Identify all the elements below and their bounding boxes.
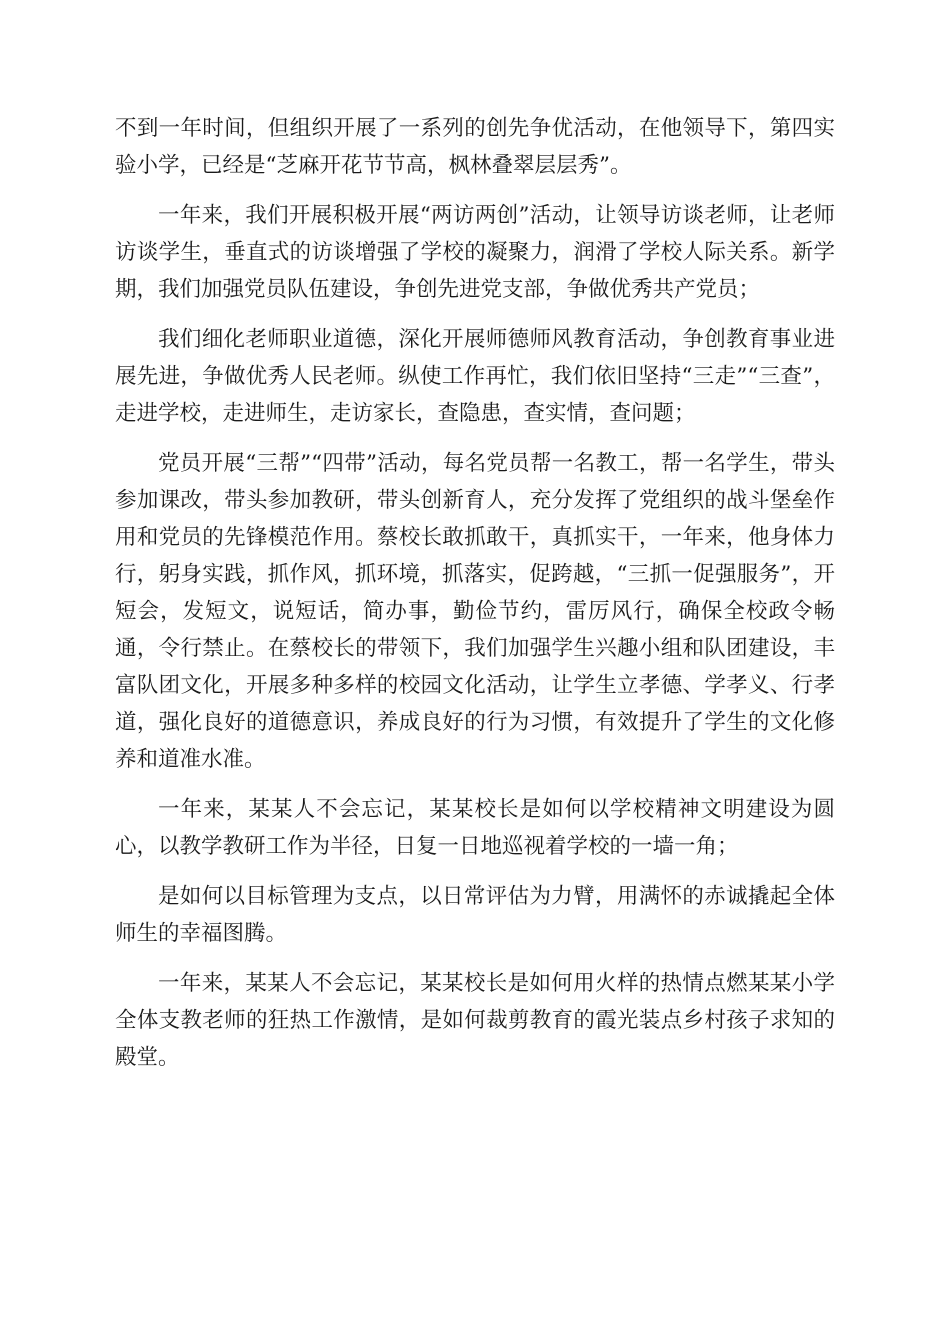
paragraph-5: 一年来，某某人不会忘记，某某校长是如何以学校精神文明建设为圆心，以教学教研工作为半径，日复一日地巡视着学校的一墙一角； [115, 797, 835, 859]
paragraph-2: 一年来，我们开展积极开展“两访两创”活动，让领导访谈老师，让老师访谈学生，垂直式的访谈增强了学校的凝聚力，润滑了学校人际关系。新学期，我们加强党员队伍建设，争创先进党支部，争做优秀共产党员； [115, 203, 835, 302]
paragraph-3: 我们细化老师职业道德，深化开展师德师风教育活动，争创教育事业进展先进，争做优秀人民老师。纵使工作再忙，我们依旧坚持“三走”“三查”，走进学校，走进师生，走访家长，查隐患，查实情，查问题； [115, 327, 835, 426]
paragraph-7: 一年来，某某人不会忘记，某某校长是如何用火样的热情点燃某某小学全体支教老师的狂热工作激情，是如何裁剪教育的霞光装点乡村孩子求知的殿堂。 [115, 971, 835, 1070]
paragraph-6: 是如何以目标管理为支点，以日常评估为力臂，用满怀的赤诚撬起全体师生的幸福图腾。 [115, 884, 835, 946]
paragraph-4: 党员开展“三帮”“四带”活动，每名党员帮一名教工，帮一名学生，带头参加课改，带头参加教研，带头创新育人，充分发挥了党组织的战斗堡垒作用和党员的先锋模范作用。蔡校长敢抓敢干，真抓实干，一年来，他身体力行，躬身实践，抓作风，抓环境，抓落实，促跨越，“三抓一促强服务”，开短会，发短文，说短话，简办事，勤俭节约，雷厉风行，确保全校政令畅通，令行禁止。在蔡校长的带领下，我们加强学生兴趣小组和队团建设，丰富队团文化，开展多种多样的校园文化活动，让学生立孝德、学孝义、行孝道，强化良好的道德意识，养成良好的行为习惯，有效提升了学生的文化修养和道准水准。 [115, 451, 835, 772]
paragraph-1: 不到一年时间，但组织开展了一系列的创先争优活动，在他领导下，第四实验小学，已经是“芝麻开花节节高，枫林叠翠层层秀”。 [115, 116, 835, 178]
document-body [115, 110, 835, 1089]
